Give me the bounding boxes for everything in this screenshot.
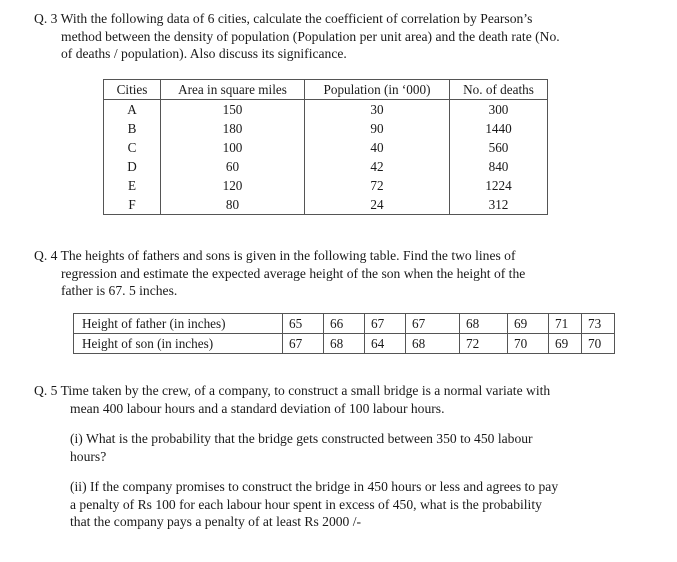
table-row — [104, 176, 548, 195]
question-5-part-1-line-1: (i) What is the probability that the bridge gets constructed between 350 to 450 labour — [70, 431, 533, 446]
question-3-line-3: of deaths / population). Also discuss its significance. — [61, 46, 347, 61]
question-5-part-2-line-2: a penalty of Rs 100 for each labour hour spent in excess of 450, what is the probability — [70, 496, 542, 512]
row-label-son: Height of son (in inches) — [74, 334, 283, 354]
table-row — [104, 119, 548, 138]
header-deaths: No. of deaths — [450, 80, 548, 100]
question-5-line-2: mean 400 labour hours and a standard deviation of 100 labour hours. — [70, 400, 445, 416]
table-cell: 30 — [305, 100, 450, 120]
question-4 — [34, 247, 634, 300]
question-4-line-2: regression and estimate the expected average height of the son when the height of the — [61, 265, 526, 281]
table-cell: 42 — [305, 157, 450, 176]
table-cell: 68 — [406, 334, 460, 354]
question-4-line-3: father is 67. 5 inches. — [61, 283, 178, 298]
question-3 — [34, 10, 634, 63]
table-cell: 72 — [460, 334, 508, 354]
question-4-line-1: Q. 4 The heights of fathers and sons is given in the following table. Find the two lines of — [34, 248, 516, 263]
table-cell: 150 — [161, 100, 305, 120]
table-cell: 70 — [508, 334, 549, 354]
table-row — [104, 138, 548, 157]
heights-table — [73, 313, 615, 354]
table-row — [104, 157, 548, 176]
row-label-father: Height of father (in inches) — [74, 314, 283, 334]
table-cell: 560 — [450, 138, 548, 157]
table-cell: 73 — [582, 314, 615, 334]
table-cell: 1440 — [450, 119, 548, 138]
table-cell: 64 — [365, 334, 406, 354]
cities-table — [103, 79, 548, 215]
table-cell: 67 — [365, 314, 406, 334]
table-cell: 68 — [324, 334, 365, 354]
table-cell: 100 — [161, 138, 305, 157]
table-cell: 69 — [549, 334, 582, 354]
table-cell: 300 — [450, 100, 548, 120]
table-cell: 1224 — [450, 176, 548, 195]
table-cell: 70 — [582, 334, 615, 354]
table-cell: 69 — [508, 314, 549, 334]
table-cell: 312 — [450, 195, 548, 215]
table-row — [74, 334, 615, 354]
table-cell: 180 — [161, 119, 305, 138]
question-5-part-2-line-1: (ii) If the company promises to construct the bridge in 450 hours or less and agrees to pay — [70, 479, 559, 494]
table-cell: 40 — [305, 138, 450, 157]
question-5-part-1-line-2: hours? — [70, 448, 107, 464]
table-cell: 80 — [161, 195, 305, 215]
header-population: Population (in ‘000) — [305, 80, 450, 100]
table-row — [104, 100, 548, 120]
table-cell: B — [104, 119, 161, 138]
question-3-line-2: method between the density of population (Population per unit area) and the death rate (No. — [61, 28, 560, 44]
table-cell: D — [104, 157, 161, 176]
header-cities: Cities — [104, 80, 161, 100]
table-cell: 120 — [161, 176, 305, 195]
question-5-line-1: Q. 5 Time taken by the crew, of a company, to construct a small bridge is a normal variate with — [34, 383, 551, 398]
question-5 — [34, 382, 634, 531]
table-cell: 71 — [549, 314, 582, 334]
table-cell: 840 — [450, 157, 548, 176]
table-cell: E — [104, 176, 161, 195]
question-5-part-2-line-3: that the company pays a penalty of at least Rs 2000 /- — [70, 514, 362, 529]
question-3-line-1: Q. 3 With the following data of 6 cities, calculate the coefficient of correlation by Pearson’s — [34, 11, 533, 26]
table-cell: 24 — [305, 195, 450, 215]
table-cell: A — [104, 100, 161, 120]
table-cell: 65 — [283, 314, 324, 334]
table-cell: 67 — [406, 314, 460, 334]
table-cell: 68 — [460, 314, 508, 334]
table-cell: 67 — [283, 334, 324, 354]
cities-table-header-row — [104, 80, 548, 100]
table-cell: 90 — [305, 119, 450, 138]
table-cell: 60 — [161, 157, 305, 176]
table-row — [74, 314, 615, 334]
table-cell: F — [104, 195, 161, 215]
table-cell: 72 — [305, 176, 450, 195]
table-cell: 66 — [324, 314, 365, 334]
table-row — [104, 195, 548, 215]
header-area: Area in square miles — [161, 80, 305, 100]
table-cell: C — [104, 138, 161, 157]
